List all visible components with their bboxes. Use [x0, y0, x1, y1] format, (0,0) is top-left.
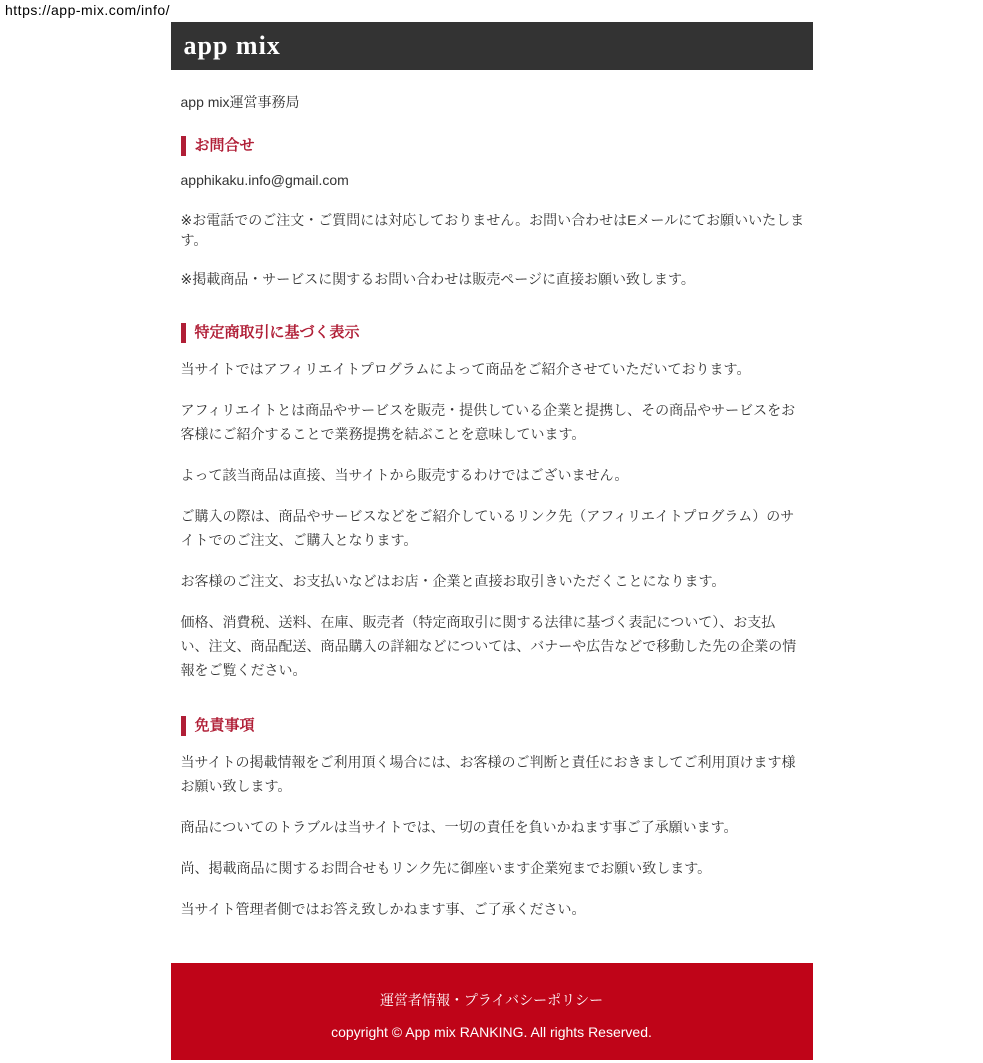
tokushoho-paragraph: アフィリエイトとは商品やサービスを販売・提供している企業と提携し、その商品やサービスをお客様にご紹介することで業務提携を結ぶことを意味しています。: [180, 402, 796, 442]
tokushoho-paragraph: お客様のご注文、お支払いなどはお店・企業と直接お取引きいただくことになります。: [180, 573, 726, 589]
contact-note: ※お電話でのご注文・ご質問には対応しておりません。お問い合わせはEメールにてお願いいたします。: [180, 212, 805, 248]
page-container: [171, 0, 813, 1060]
disclaimer-paragraph: 尚、掲載商品に関するお問合せもリンク先に御座います企業宛までお願い致します。: [180, 860, 712, 876]
disclaimer-heading: 免責事項: [181, 716, 813, 736]
disclaimer-paragraph: 当サイトの掲載情報をご利用頂く場合には、お客様のご判断と責任におきましてご利用頂けます様お願い致します。: [180, 754, 796, 794]
site-title[interactable]: app mix: [183, 31, 281, 60]
tokushoho-paragraph: 価格、消費税、送料、在庫、販売者（特定商取引に関する法律に基づく表記について）、お支払い、注文、商品配送、商品購入の詳細などについては、バナーや広告などで移動した先の企業の情報をご覧ください。: [180, 614, 797, 678]
site-header: [171, 22, 813, 70]
tokushoho-paragraph: よって該当商品は直接、当サイトから販売するわけではございません。: [180, 467, 629, 483]
section-contact: [181, 136, 813, 289]
contact-email: apphikaku.info@gmail.com: [180, 172, 349, 188]
site-footer: [171, 963, 813, 1060]
disclaimer-paragraph: 当サイト管理者側ではお答え致しかねます事、ご了承ください。: [180, 901, 586, 917]
tokushoho-heading: 特定商取引に基づく表示: [181, 323, 813, 343]
page-url: https://app-mix.com/info/: [5, 2, 171, 18]
footer-privacy-link[interactable]: 運営者情報・プライバシーポリシー: [379, 992, 604, 1008]
tokushoho-paragraph: 当サイトではアフィリエイトプログラムによって商品をご紹介させていただいております。: [180, 361, 751, 377]
operator-name: app mix運営事務局: [180, 94, 300, 110]
footer-copyright: copyright © App mix RANKING. All rights Reserved.: [331, 1024, 652, 1040]
contact-note: ※掲載商品・サービスに関するお問い合わせは販売ページに直接お願い致します。: [180, 271, 695, 287]
main-content: [171, 92, 813, 921]
contact-heading: お問合せ: [181, 136, 813, 156]
section-disclaimer: [181, 716, 813, 921]
tokushoho-paragraph: ご購入の際は、商品やサービスなどをご紹介しているリンク先（アフィリエイトプログラム）のサイトでのご注文、ご購入となります。: [180, 508, 795, 548]
section-tokushoho: [181, 323, 813, 682]
disclaimer-paragraph: 商品についてのトラブルは当サイトでは、一切の責任を負いかねます事ご了承願います。: [180, 819, 738, 835]
